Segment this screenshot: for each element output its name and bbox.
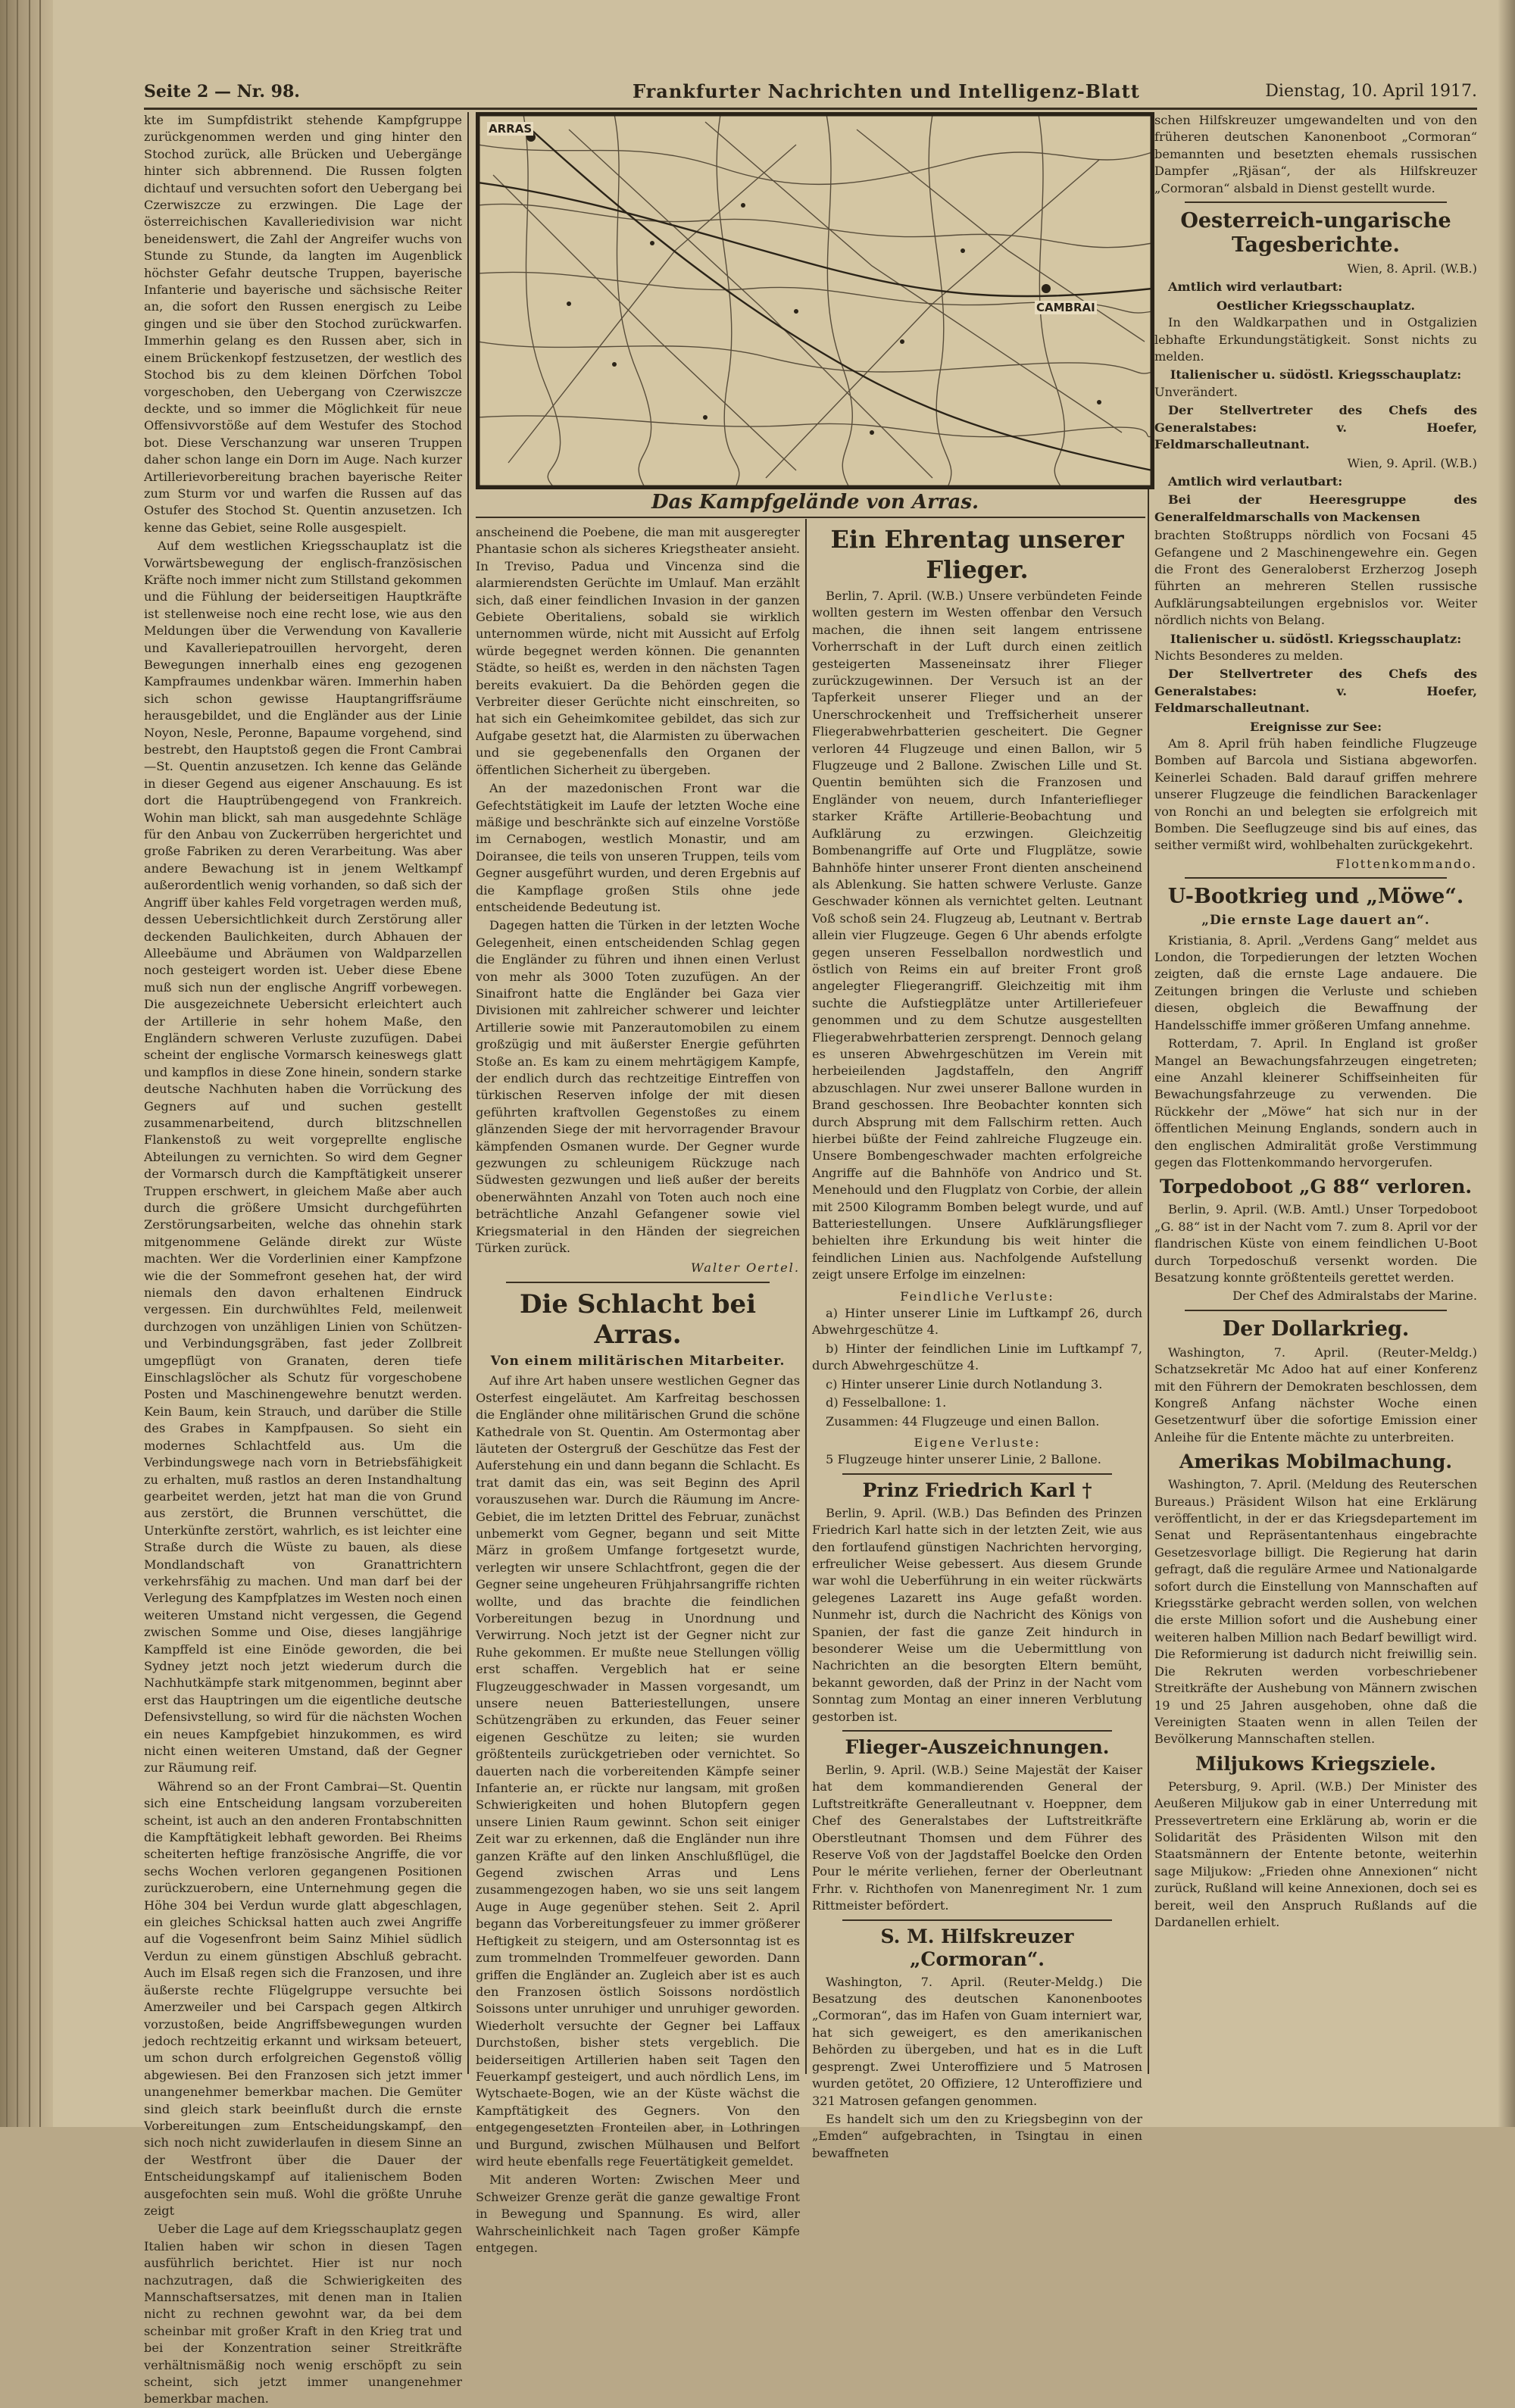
separator: [842, 1473, 1112, 1475]
column-1: [144, 112, 462, 2406]
section-heading: Italienischer u. südöstl. Kriegsschauplatz:: [1170, 631, 1462, 646]
official-note: Amtlich wird verlautbart:: [1168, 473, 1343, 489]
separator: [1185, 1310, 1447, 1311]
cormoran-headline: S. M. Hilfskreuzer „Cormoran“.: [880, 1925, 1074, 1970]
list-item: d) Fesselballone: 1.: [826, 1395, 947, 1410]
signature: Der Stellvertreter des Chefs des Generalstabes: v. Hoefer, Feldmarschalleutnant.: [1154, 667, 1477, 716]
column-3: [812, 518, 1142, 2160]
column-rule: [805, 519, 807, 2074]
list-item: b) Hinter der feindlichen Linie im Luftkampf 7, durch Abwehrgeschütze 4.: [812, 1341, 1142, 1373]
book-spine: [0, 0, 53, 2127]
separator: [1185, 201, 1447, 203]
separator: [1185, 877, 1447, 879]
masthead: Frankfurter Nachrichten und Intelligenz-Blatt: [633, 80, 1140, 102]
paragraph: Ueber die Lage auf dem Kriegsschauplatz gegen Italien haben wir schon in diesen Tagen ausführlich berichtet. Hier ist nur noch nachzutragen, daß die Schwierigkeiten des Mannschaftsersatzes, mit denen man in Italien nicht zu rechnen gewohnt war, da bei dem scheinbar mit großer Kraft in den Krieg trat und bei der Konzentration seiner Streitkräfte verhältnismäßig noch wenig erschöpft zu sein scheint, sich jetzt immer unangenehmer bemerkbar machen.: [144, 2222, 462, 2406]
header-rule: [144, 108, 1477, 110]
column-2: [476, 524, 800, 2255]
paragraph: Berlin, 9. April. (W.B.) Das Befinden des Prinzen Friedrich Karl hatte sich in der letzten Zeit, wie aus den fortlaufend günstigen Nachrichten hervorging, erfreulicher Weise gebessert. Aus diesem Grunde war wohl die Ueberführung in ein weiter rückwärts gelegenes Lazarett ins Auge gefaßt worden. Nunmehr ist, durch die Nachricht des Königs von Spanien, der fast die ganze Zeit hindurch in besonderer Weise um die Uebermittlung von Nachrichten an die besorgten Eltern bemüht, bekannt geworden, daß der Prinz in der Nacht vom Sonntag zum Montag an einer inneren Verblutung gestorben ist.: [812, 1505, 1142, 1724]
issue-date: Dienstag, 10. April 1917.: [1265, 82, 1477, 101]
paragraph: In den Waldkarpathen und in Ostgalizien lebhafte Erkundungstätigkeit. Sonst nichts zu melden.: [1154, 315, 1477, 364]
dateline: Wien, 9. April. (W.B.): [1347, 455, 1477, 470]
paragraph: Es handelt sich um den zu Kriegsbeginn von der „Emden“ aufgebrachten, in Tsingtau in einen bewaffneten: [812, 2111, 1142, 2160]
karl-headline: Prinz Friedrich Karl †: [862, 1479, 1092, 1501]
official-note: Amtlich wird verlautbart:: [1168, 280, 1343, 295]
paragraph: Mit anderen Worten: Zwischen Meer und Schweizer Grenze gerät die ganze gewaltige Front in Bewegung und Spannung. Es wird, aller Wahrscheinlichkeit nach Tagen großer Kämpfe entgegen.: [476, 2172, 800, 2255]
torpedoboot-headline: Torpedoboot „G 88“ verloren.: [1159, 1176, 1473, 1198]
separator: [842, 1919, 1112, 1921]
paragraph: Washington, 7. April. (Meldung des Reuterschen Bureaus.) Präsident Wilson hat eine Erklärung veröffentlicht, in der er das Kriegsdepartement im Senat und Repräsentantenhaus eingebrachte Gesetzesvorlage billigt. Die Regierung hat darin gefragt, daß die reguläre Armee und Nationalgarde sofort durch die Einstellung von Mannschaften auf Kriegsstärke gebracht werden sollen, von welchen die erste Million sofort und die Aushebung einer weiteren halben Million nach Bedarf bewilligt wird. Die Reformierung ist dadurch nicht freiwillig sein. Die Rekruten werden vorbeschriebener Streitkräfte der Aushebung von Männern zwischen 19 und 25 Jahren ausgehoben, ohne daß die Vereinigten Staaten wenn in allen Teilen der Bevölkerung Mannschaften stellen.: [1154, 1477, 1477, 1747]
separator: [842, 1730, 1112, 1732]
list-item: 5 Flugzeuge hinter unserer Linie, 2 Ballone.: [826, 1452, 1101, 1467]
paragraph: Während so an der Front Cambrai—St. Quentin sich eine Entscheidung langsam vorzubereiten scheint, ist auch an den anderen Frontabschnitten die Kampftätigkeit lebhaft geworden. Bei Rheims scheiterten heftige französische Angriffe, die vor sechs Wochen verloren gegangenen Positionen zurückzuerobern, eine Unternehmung gegen die Höhe 304 bei Verdun wurde glatt abgeschlagen, ein gleiches Schicksal hatten auch zwei Angriffe auf die Vogesenfront beim Sainz Mihiel südlich Verdun zu einem günstigen Abschluß gebracht. Auch im Elsaß regen sich die Franzosen, und ihre äußerste rechte Flügelgruppe versuchte bei Amerzweiler und bei Carspach gegen Altkirch vorzustoßen, beide Angriffsbewegungen wurden jedoch rechtzeitig erkannt und wirksam beteuert, um schon durch erfolgreichen Gegenstoß völlig abgewiesen. Bei den Franzosen sich jetzt immer unangenehmer bemerkbar machen. Die Gemüter sind gleich stark beeinflußt durch die ernste Vorbereitungen zum Entscheidungskampf, den sich noch nicht zuwiderlaufen in diesem Sinne an der Westfront über die Dauer der Entscheidungskampf auf italienischem Boden ausgefochten sein muß. Wohl die größte Unruhe zeigt: [144, 1779, 462, 2218]
paragraph: Auf ihre Art haben unsere westlichen Gegner das Osterfest eingeläutet. Am Karfreitag beschossen die Engländer ohne militärischen Grund die schöne Kathedrale von St. Quentin. Am Ostermontag aber läuteten der Ostergruß der Geschütze das Fest der Auferstehung ein und dann begann die Schlacht. Es trat damit das ein, was seit Beginn des April vorauszusehen war. Durch die Räumung im Ancre-Gebiet, die im letzten Drittel des Februar, zunächst unbemerkt vom Gegner, begann und seit Mitte März in großem Umfange fortgesetzt wurde, verlegten wir unsere Schlachtfront, gegen die der Gegner seine ungeheuren Frühjahrsangriffe richten wollte, und das brachte die feindlichen Vorbereitungen bezug in Unordnung und Verwirrung. Noch jetzt ist der Gegner nicht zur Ruhe gekommen. Er mußte neue Stellungen völlig erst schaffen. Vergeblich hat er seine Flugzeuggeschwader in Massen vorgesandt, um unsere neuen Batteriestellungen, unsere Schützengräben zu erkunden, das Feuer seiner eigenen Geschütze zu leiten; sie wurden größtenteils zurückgetrieben oder vernichtet. So dauerten nach die vorbereitenden Kämpfe seiner Infanterie an, er rückte nur langsam, mit großen Schwierigkeiten und hohen Blutopfern gegen unsere Linien Raum gewinnt. Schon seit einiger Zeit war zu erkennen, daß die Engländer nun ihre ganzen Kräfte auf den linken Anschlußflügel, die Gegend zwischen Arras und Lens zusammengezogen haben, wo sie uns seit langem Auge in Auge gegenüber stehen. Seit 2. April begann das Vorbereitungsfeuer zu immer größerer Heftigkeit zu steigern, und am Ostersonntag ist es zum trommelnden Trommelfeuer geworden. Dann griffen die Engländer an. Zugleich aber ist es auch den Franzosen östlich Soissons nordöstlich Soissons unter unruhiger und unruhiger geworden. Wiederholt versuchte der Gegner bei Laffaux Durchstoßen, bisher stets vergeblich. Die beiderseitigen Artillerien haben seit Tagen den Feuerkampf gesteigert, und auch nördlich Lens, im Wytschaete-Bogen, wie an der Küste wächst die Kampftätigkeit des Gegners. Von den entgegengesetzten Fronteilen aber, in Lothringen und Burgund, zwischen Mülhausen und Belfort wird heute ebenfalls rege Feuertätigkeit gemeldet.: [476, 1373, 800, 2169]
section-heading: Oestlicher Kriegsschauplatz.: [1216, 298, 1416, 313]
signature: Der Stellvertreter des Chefs des Generalstabes: v. Hoefer, Feldmarschalleutnant.: [1154, 403, 1477, 452]
section-heading: Ereignisse zur See:: [1249, 719, 1382, 734]
map-caption: Das Kampfgelände von Arras.: [651, 491, 979, 514]
uboot-headline: U-Bootkrieg und „Möwe“.: [1167, 885, 1464, 909]
paragraph: Dagegen hatten die Türken in der letzten Woche Gelegenheit, einen entscheidenden Schlag gegen die Engländer zu führen und ihnen einen Verlust von mehr als 3000 Toten zuzufügen. An der Sinaifront hatte die Engländer bei Gaza vier Divisionen mit zahlreicher schwerer und leichter Artillerie sowie mit Panzerautomobilen zu einem großzügig und mit äußerster Energie geführten Stoße an. Es kam zu einem mehrtägigem Kampfe, der endlich durch das rechtzeitige Eintreffen von türkischen Reserven infolge der mit diesen geführten kraftvollen Gegenstoßes zu einem glänzenden Siege der mit hervorragender Bravour kämpfenden Osmanen wurde. Der Gegner wurde gezwungen zu schleunigem Rückzuge nach Südwesten gezwungen und ließ außer der bereits obenerwähnten Anzahl von Toten auch noch eine beträchtliche Anzahl Gefangener sowie viel Kriegsmaterial in den Händen der siegreichen Türken zurück.: [476, 918, 800, 1256]
auszeichnungen-headline: Flieger-Auszeichnungen.: [845, 1736, 1110, 1758]
section-heading: Italienischer u. südöstl. Kriegsschauplatz:: [1170, 367, 1462, 383]
paragraph: kte im Sumpfdistrikt stehende Kampfgruppe zurückgenommen werden und ging hinter den Stochod zurück, alle Brücken und Uebergänge hinter sich abbrennend. Die Russen folgten dichtauf und versuchten sofort den Uebergang bei Czerwiszcze zu erzwingen. Die Lage der österreichischen Kavalleriedivision war nicht beneidenswert, die Zahl der Angreifer wuchs von Stunde zu Stunde, da langten im Augenblick höchster Gefahr deutsche Truppen, bayerische Infanterie und bayerische und sächsische Reiter an, die sofort den Russen energisch zu Leibe gingen und sie über den Stochod zurückwarfen. Immerhin gelang es den Russen aber, sich in einem Brückenkopf festzusetzen, der westlich des Stochod bis zu dem kleinen Dörfchen Tobol vorgeschoben, den Uebergang von Czerwiszcze deckte, und so immer die Möglichkeit für neue Offensivvorstöße auf dem Westufer des Stochod bot. Diese Verschanzung war unseren Truppen daher schon lange ein Dorn im Auge. Nach kurzer Artillerievorbereitung brachen bayerische Reiter zum Sturm vor und warfen die Russen auf das Ostufer des Stochod St. Quentin anzusetzen. Ich kenne das Gebiet, seine Rolle ausgespielt.: [144, 113, 462, 535]
map-label-arras: ARRAS: [489, 122, 533, 136]
oe-headline: Oesterreich-ungarische Tagesberichte.: [1180, 209, 1451, 258]
paragraph: brachten Stoßtrupps nördlich von Focsani 45 Gefangene und 2 Maschinengewehre ein. Gegen die Front des Generaloberst Erzherzog Joseph führten an mehreren Stellen russische Aufklärungsabteilungen ergebnislos vor. Weiter nördlich nichts von Belang.: [1154, 528, 1477, 628]
paragraph: Washington, 7. April. (Reuter-Meldg.) Die Besatzung des deutschen Kanonenbootes „Cormoran“, das im Hafen von Guam interniert war, hat sich geweigert, es den amerikanischen Behörden zu übergeben, und hat es in die Luft gesprengt. Zwei Unteroffiziere und 5 Matrosen wurden getötet, 20 Offiziere, 12 Unteroffiziere und 321 Matrosen gefangen genommen.: [812, 1974, 1142, 2108]
signature: Der Chef des Admiralstabs der Marine.: [1232, 1288, 1477, 1304]
uboot-subheadline: „Die ernste Lage dauert an“.: [1201, 913, 1430, 929]
paragraph: Unverändert.: [1154, 384, 1238, 399]
author-signature: Walter Oertel.: [690, 1260, 800, 1276]
page-header: [144, 79, 1477, 106]
page-number: Seite 2 — Nr. 98.: [144, 82, 300, 102]
list-item: Zusammen: 44 Flugzeuge und einen Ballon.: [826, 1413, 1100, 1429]
paragraph: Nichts Besonderes zu melden.: [1154, 648, 1344, 663]
losses-heading: Feindliche Verluste:: [900, 1288, 1054, 1304]
paragraph: Am 8. April früh haben feindliche Flugzeuge Bomben auf Barcola und Sistiana abgeworfen. Keinerlei Schaden. Bald darauf griffen mehrere unserer Flugzeuge die feindlichen Barackenlager von Ronchi an und belegten sie erfolgreich mit Bomben. Die Seeflugzeuge sind bis auf eines, das seither vermißt wird, wohlbehalten zurückgekehrt.: [1154, 736, 1477, 853]
map-label-cambrai: CAMBRAI: [1036, 301, 1095, 314]
paragraph: Berlin, 9. April. (W.B.) Seine Majestät der Kaiser hat dem kommandierenden General der Luftstreitkräfte Generalleutnant v. Hoeppner, dem Chef des Generalstabes der Luftstreitkräfte Oberstleutnant Thomsen und dem Führer des Reserve Voß von der Jagdstaffel Boelcke den Orden Pour le mérite verliehen, ferner der Oberleutnant Frhr. v. Richthofen von Manenregiment Nr. 1 zum Rittmeister befördert.: [812, 1763, 1142, 1913]
paragraph: Rotterdam, 7. April. In England ist großer Mangel an Bewachungsfahrzeugen eingetreten; eine Anzahl kleinerer Schiffseinheiten für Bewachungsfahrzeuge zu verwenden. Die Rückkehr der „Möwe“ hat sich nur in der öffentlichen Meinung Englands, sondern auch in den englischen Admiralität große Verstimmung gegen das Flottenkommando hervorgerufen.: [1154, 1036, 1477, 1170]
signature: Flottenkommando.: [1335, 856, 1477, 871]
paragraph: Auf dem westlichen Kriegsschauplatz ist die Vorwärtsbewegung der englisch-französischen Kräfte noch immer nicht zum Stillstand gekommen und die Fühlung der beiderseitigen Hauptkräfte ist stellenweise noch eine recht lose, wie aus den Meldungen über die Verwendung von Kavallerie und Kavalleriepatrouillen hervorgeht, deren Bewegungen innerhalb eines eng gezogenen Kampfraumes undenkbar wären. Immerhin haben sich schon gewisse Hauptangriffsräume herausgebildet, und die Engländer aus der Linie Noyon, Nesle, Peronne, Bapaume vorgehend, sind bestrebt, den Hauptstoß gegen die Front Cambrai—St. Quentin anzusetzen. Ich kenne das Gelände in dieser Gegend aus eigener Anschauung. Es ist dort die Hauptrübengegend von Frankreich. Wohin man blickt, sah man ausgedehnte Schläge für den Anbau von Zuckerrüben hergerichtet und große Fabriken zu deren Verarbeitung. Was aber andere Bewachung ist in jenem Weltkampf außerordentlich wenig vorhanden, so daß sich der Angriff über kahles Feld vorgetragen werden muß, dessen Uebersichtlichkeit durch Zerstörung aller deckenden Baulichkeiten, durch Abhauen der Alleebäume und Abräumen von Waldparzellen noch gesteigert worden ist. Ueber diese Ebene muß sich nun der englische Angriff vorbewegen. Die ausgezeichnete Uebersicht erleichtert auch der Artillerie in sehr hohem Maße, den Engländern schweren Verluste zuzufügen. Dabei scheint der englische Vormarsch keineswegs glatt und kampflos in diese Zone hinein, sondern starke deutsche Nachhuten haben die Vorrückung des Gegners auf und suchen gestellt zusammenarbeitend, durch blitzschnellen Flankenstoß zu weit vorgeprellte englische Abteilungen zu vernichten. So wird dem Gegner der Vormarsch durch die Kampftätigkeit unserer Truppen erschwert, in gleichem Maße aber auch durch die größere Umsicht durchgeführten Zerstörungsarbeiten, welche das ohnehin stark mitgenommene Gelände direkt zur Wüste machten. Wer die Vorderlinien einer Kampfzone wie die der Sommefront gesehen hat, der wird niemals den davon erhaltenen Eindruck vergessen. Ein durchwühltes Feld, meilenweit durchzogen von unzähligen Linien von Schützen- und Verbindungsgräben, fast jeder Zollbreit umgepflügt von Granaten, deren tiefe Einschlagslöcher als Schutz für vorgeschobene Posten und Maschinengewehre benutzt werden. Kein Baum, kein Strauch, und darüber die Stille des Grabes in Kampfpausen. So sieht ein modernes Schlachtfeld aus. Um die Verbindungswege nach vorn in Betriebsfähigkeit zu erhalten, muß rastlos an deren Instandhaltung gearbeitet werden, jetzt hat man die von Grund aus zerstört, die Brunnen verschüttet, die Unterkünfte zerstört, wahrlich, es ist leichter eine Straße durch die Wüste zu bauen, als diese Mondlandschaft von Granattrichtern verkehrsfähig zu machen. Und man darf bei der Verlegung des Kampfplatzes im Westen noch einen weiteren Umstand nicht vergessen, die Gegend zwischen Somme und Oise, dieses langjährige Kampffeld ist eine Einöde geworden, die bei Sydney jetzt noch jetzt wiederum durch die Nachhutkämpfe stark mitgenommen, beginnt aber erst das Hauptringen um die eigentliche deutsche Defensivstellung, so wird für die nächsten Wochen ein neues Kampfgebiet hinzukommen, es wird nicht einen weiteren Umstand, daß der Gegner zur Räumung reif.: [144, 539, 462, 1776]
amerika-headline: Amerikas Mobilmachung.: [1179, 1451, 1453, 1473]
paragraph: Petersburg, 9. April. (W.B.) Der Minister des Aeußeren Miljukow gab in einer Unterredung mit Pressevertretern eine Erklärung ab, worin er die Solidarität des Präsidenten Wilson mit den Staatsmännern der Entente betonte, weiterhin sage Miljukow: „Frieden ohne Annexionen“ nicht zurück, Rußland will keine Annexionen, doch sei es bereit, weil den Anspruch Rußlands auf die Dardanellen erhielt.: [1154, 1779, 1477, 1929]
separator: [506, 1282, 770, 1283]
arras-headline: Die Schlacht bei Arras.: [519, 1288, 757, 1350]
flieger-headline: Ein Ehrentag unserer Flieger.: [830, 525, 1124, 584]
battle-map: [476, 112, 1154, 489]
column-4: [1154, 112, 1477, 2074]
list-item: c) Hinter unserer Linie durch Notlandung 3.: [826, 1376, 1103, 1391]
miljukow-headline: Miljukows Kriegsziele.: [1195, 1752, 1436, 1775]
paragraph: Berlin, 7. April. (W.B.) Unsere verbündeten Feinde wollten gestern im Westen offenbar den Versuch machen, die ihnen seit langem entrissene Vorherrschaft in der Luft durch einen zeitlich gesteigerten Masseneinsatz ihrer Flieger zurückzugewinnen. Der Versuch ist an der Tapferkeit unserer Flieger und an der Unerschrockenheit und Treffsicherheit unserer Fliegerabwehrbatterien gescheitert. Die Gegner verloren 44 Flugzeuge und einen Ballon, wir 5 Flugzeuge und 2 Ballone. Zwischen Lille und St. Quentin bemühten sich die Franzosen und Engländer von neuem, durch Infanterieflieger starker Kräfte Artillerie-Beobachtung und Aufklärung zu erzwingen. Gleichzeitig Bombenangriffe auf Orte und Flugplätze, sowie Bahnhöfe hinter unserer Front dienten anscheinend als Ablenkung. Sie hatten schwere Verluste. Ganze Geschwader können als vernichtet gelten. Leutnant Voß schoß sein 24. Flugzeug ab, Leutnant v. Bertrab allein vier Flugzeuge. Gegen 6 Uhr abends erfolgte gegen unseren Fesselballon nordwestlich und östlich von Reims ein auf breiter Front groß angelegter Fliegerangriff. Gleichzeitig mit ihm suchte die Aufstiegplätze unter Artilleriefeuer genommen und zu dem Schutze ausgestellten Fliegerabwehrbatterien zersprengt. Dennoch gelang es unseren Abwehrgeschützen im Verein mit herbeieilenden Jagdstaffeln, den Angriff abzuschlagen. Nur zwei unserer Ballone wurden in Brand geschossen. Ihre Beobachter konnten sich durch Absprung mit dem Fallschirm retten. Auch hierbei büßte der Feind zahlreiche Flugzeuge ein. Unsere Bombengeschwader machten erfolgreiche Angriffe auf die Bahnhöfe von Andrico und St. Menehould und den Flugplatz von Corbie, der allein mit 2500 Kilogramm Bomben belegt wurde, und auf Batteriestellungen. Unsere Aufklärungsflieger behielten ihre Erkundung bis weit hinter die feindlichen Linien aus. Nachfolgende Aufstellung zeigt unsere Erfolge im einzelnen:: [812, 589, 1142, 1282]
list-item: a) Hinter unserer Linie im Luftkampf 26, durch Abwehrgeschütze 4.: [812, 1306, 1142, 1338]
paragraph: Berlin, 9. April. (W.B. Amtl.) Unser Torpedoboot „G. 88“ ist in der Nacht vom 7. zum 8. April vor der flandrischen Küste von einem feindlichen U-Boot durch Torpedoschuß versenkt worden. Die Besatzung konnte größtenteils gerettet werden.: [1154, 1202, 1477, 1285]
paragraph: schen Hilfskreuzer umgewandelten und von den früheren deutschen Kanonenboot „Cormoran“ bemannten und besetzten ehemals russischen Dampfer „Rjäsan“, der als Hilfskreuzer „Cormoran“ alsbald in Dienst gestellt wurde.: [1154, 113, 1477, 195]
paragraph: An der mazedonischen Front war die Gefechtstätigkeit im Laufe der letzten Woche eine mäßige und beschränkte sich auf einzelne Vorstöße im Cernabogen, westlich Monastir, und am Doiransee, die teils von unseren Truppen, teils vom Gegner ausgeführt wurden, und deren Ergebnis auf die Kampflage großen Stils ohne jede entscheidende Bedeutung ist.: [476, 781, 800, 914]
arras-subheadline: Von einem militärischen Mitarbeiter.: [490, 1353, 786, 1369]
paragraph: anscheinend die Poebene, die man mit ausgeregter Phantasie schon als sicheres Kriegstheater ansieht. In Treviso, Padua und Vincenza sind die alarmierendsten Gerüchte im Umlauf. Man erzählt sich, daß einer feindlichen Invasion in der ganzen Gebiete Oberitaliens, sobald sie wirklich unternommen würde, nicht mit Aussicht auf Erfolg würde begegnet werden können. Die genannten Städte, so heißt es, werden in den nächsten Tagen bereits evakuiert. Da die Behörden gegen die Verbreiter dieser Gerüchte nicht einschreiten, so hat sich ein Geheimkomitee gebildet, das sich zur Aufgabe gesetzt hat, die Alarmisten zu überwachen und sie gegebenenfalls den Organen der öffentlichen Sicherheit zu übergeben.: [476, 525, 800, 777]
dateline: Wien, 8. April. (W.B.): [1347, 261, 1477, 276]
section-heading: Bei der Heeresgruppe des Generalfeldmarschalls von Mackensen: [1154, 492, 1477, 524]
column-rule: [467, 112, 469, 2074]
own-losses-heading: Eigene Verluste:: [914, 1435, 1041, 1450]
dollar-headline: Der Dollarkrieg.: [1222, 1316, 1410, 1341]
paragraph: Washington, 7. April. (Reuter-Meldg.) Schatzsekretär Mc Adoo hat auf einer Konferenz mit den Führern der Demokraten beschlossen, dem Kongreß Anfang nächster Woche einen Gesetzentwurf über die sofortige Emission einer Anleihe für die Entente mächte zu unterbreiten.: [1154, 1345, 1477, 1444]
paragraph: Kristiania, 8. April. „Verdens Gang“ meldet aus London, die Torpedierungen der letzten Wochen zeigten, daß die ernste Lage andauere. Die Zeitungen bringen die Verluste und schieben diesen, obgleich die Bewaffnung der Handelsschiffe immer größeren Umfang annehme.: [1154, 932, 1477, 1032]
page-edge: [1498, 0, 1515, 2127]
